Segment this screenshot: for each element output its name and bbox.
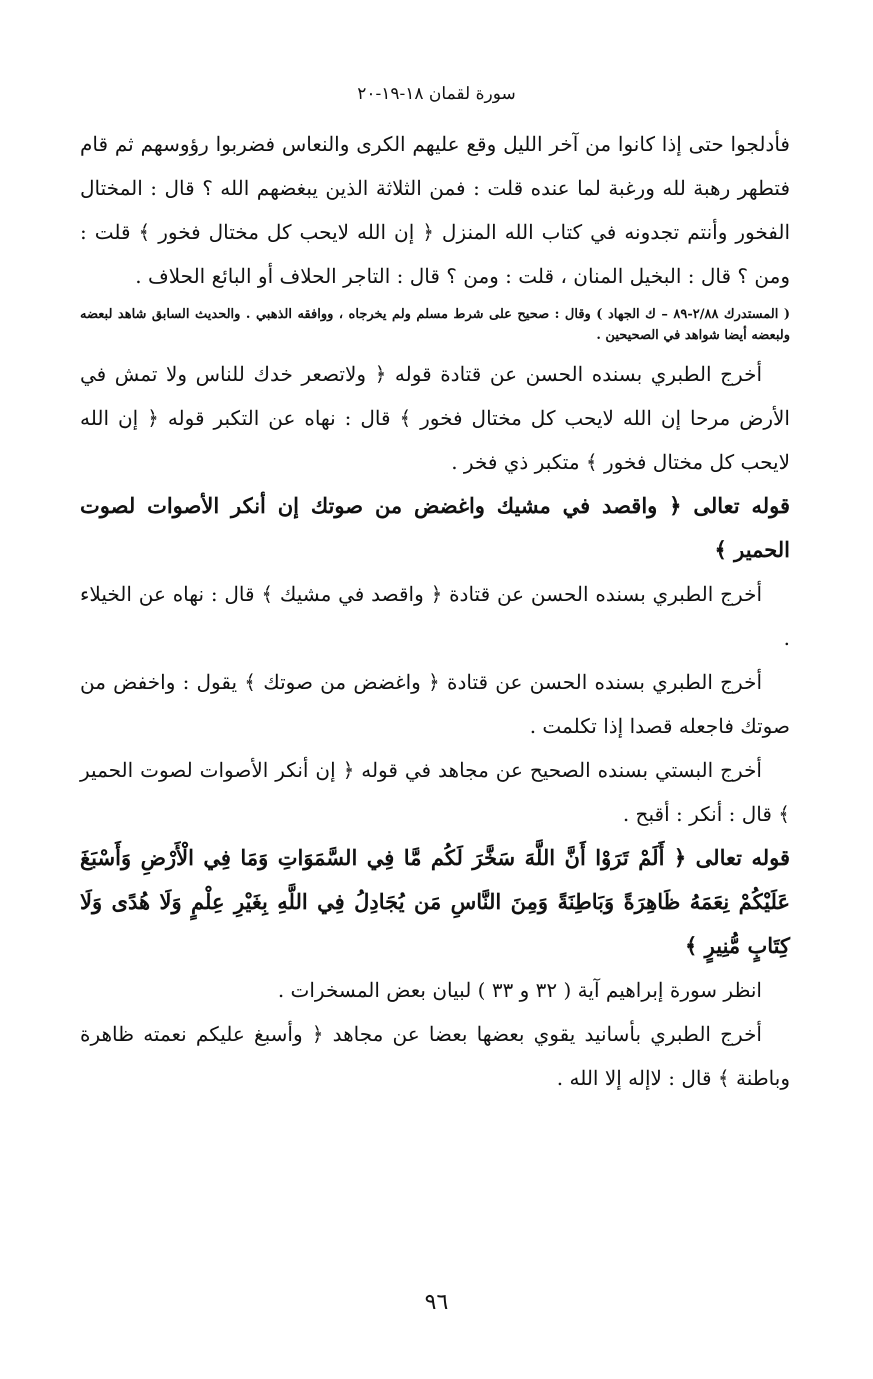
hadith-continuation-paragraph: فأدلجوا حتى إذا كانوا من آخر الليل وقع عليهم الكرى والنعاس فضربوا رؤوسهم ثم قام فتطهر رهبة لله ورغبة لما عنده قلت : فمن الثلاثة الذين يبغضهم الله ؟ قال : المختال الفخور وأنتم تجدونه في كتاب الله المنزل ﴿ إن الله لايحب كل مختال فخور ﴾ قلت : ومن ؟ قال : البخيل المنان ، قلت : ومن ؟ قال : التاجر الحلاف أو البائع الحلاف . [80, 132, 790, 288]
running-header: سورة لقمان ١٨-١٩-٢٠ [357, 84, 516, 104]
tabari-qatada-paragraph: أخرج الطبري بسنده الحسن عن قتادة قوله ﴿ ولاتصعر خدك للناس ولا تمش في الأرض مرحا إن الله لايحب كل مختال فخور ﴾ قال : نهاه عن التكبر قوله ﴿ إن الله لايحب كل مختال فخور ﴾ متكبر ذي فخر . [80, 362, 790, 474]
page-number: ٩٦ [424, 1290, 449, 1315]
qatada-walk-paragraph: أخرج الطبري بسنده الحسن عن قتادة ﴿ واقصد في مشيك ﴾ قال : نهاه عن الخيلاء . [80, 582, 790, 650]
mujahid-blessing-paragraph: أخرج الطبري بأسانيد يقوي بعضها بعضا عن مجاهد ﴿ وأسبغ عليكم نعمته ظاهرة وباطنة ﴾ قال : لاإله إلا الله . [80, 1022, 790, 1090]
verse-heading-19: قوله تعالى ﴿ واقصد في مشيك واغضض من صوتك إن أنكر الأصوات لصوت الحمير ﴾ [80, 493, 790, 562]
source-citation-note: ( المستدرك ٢/٨٨-٨٩ – ك الجهاد ) وقال : صحيح على شرط مسلم ولم يخرجاه ، ووافقه الذهبي . والحديث السابق شاهد لبعضه ولبعضه أيضا شواهد في الصحيحين . [80, 307, 790, 343]
busti-mujahid-paragraph: أخرج البستي بسنده الصحيح عن مجاهد في قوله ﴿ إن أنكر الأصوات لصوت الحمير ﴾ قال : أنكر : أقبح . [80, 758, 790, 826]
page-body [80, 122, 790, 1100]
ibrahim-reference-paragraph: انظر سورة إبراهيم آية ( ٣٢ و ٣٣ ) لبيان بعض المسخرات . [277, 978, 762, 1002]
verse-heading-20: قوله تعالى ﴿ أَلَمْ تَرَوْا أَنَّ اللَّهَ سَخَّرَ لَكُم مَّا فِي السَّمَوَاتِ وَمَا فِي الْأَرْضِ وَأَسْبَغَ عَلَيْكُمْ نِعَمَهُ ظَاهِرَةً وَبَاطِنَةً وَمِنَ النَّاسِ مَن يُجَادِلُ فِي اللَّهِ بِغَيْرِ عِلْمٍ وَلَا هُدًى وَلَا كِتَابٍ مُّنِيرٍ ﴾ [80, 845, 790, 958]
qatada-voice-paragraph: أخرج الطبري بسنده الحسن عن قتادة ﴿ واغضض من صوتك ﴾ يقول : واخفض من صوتك فاجعله قصدا إذا تكلمت . [80, 670, 790, 738]
